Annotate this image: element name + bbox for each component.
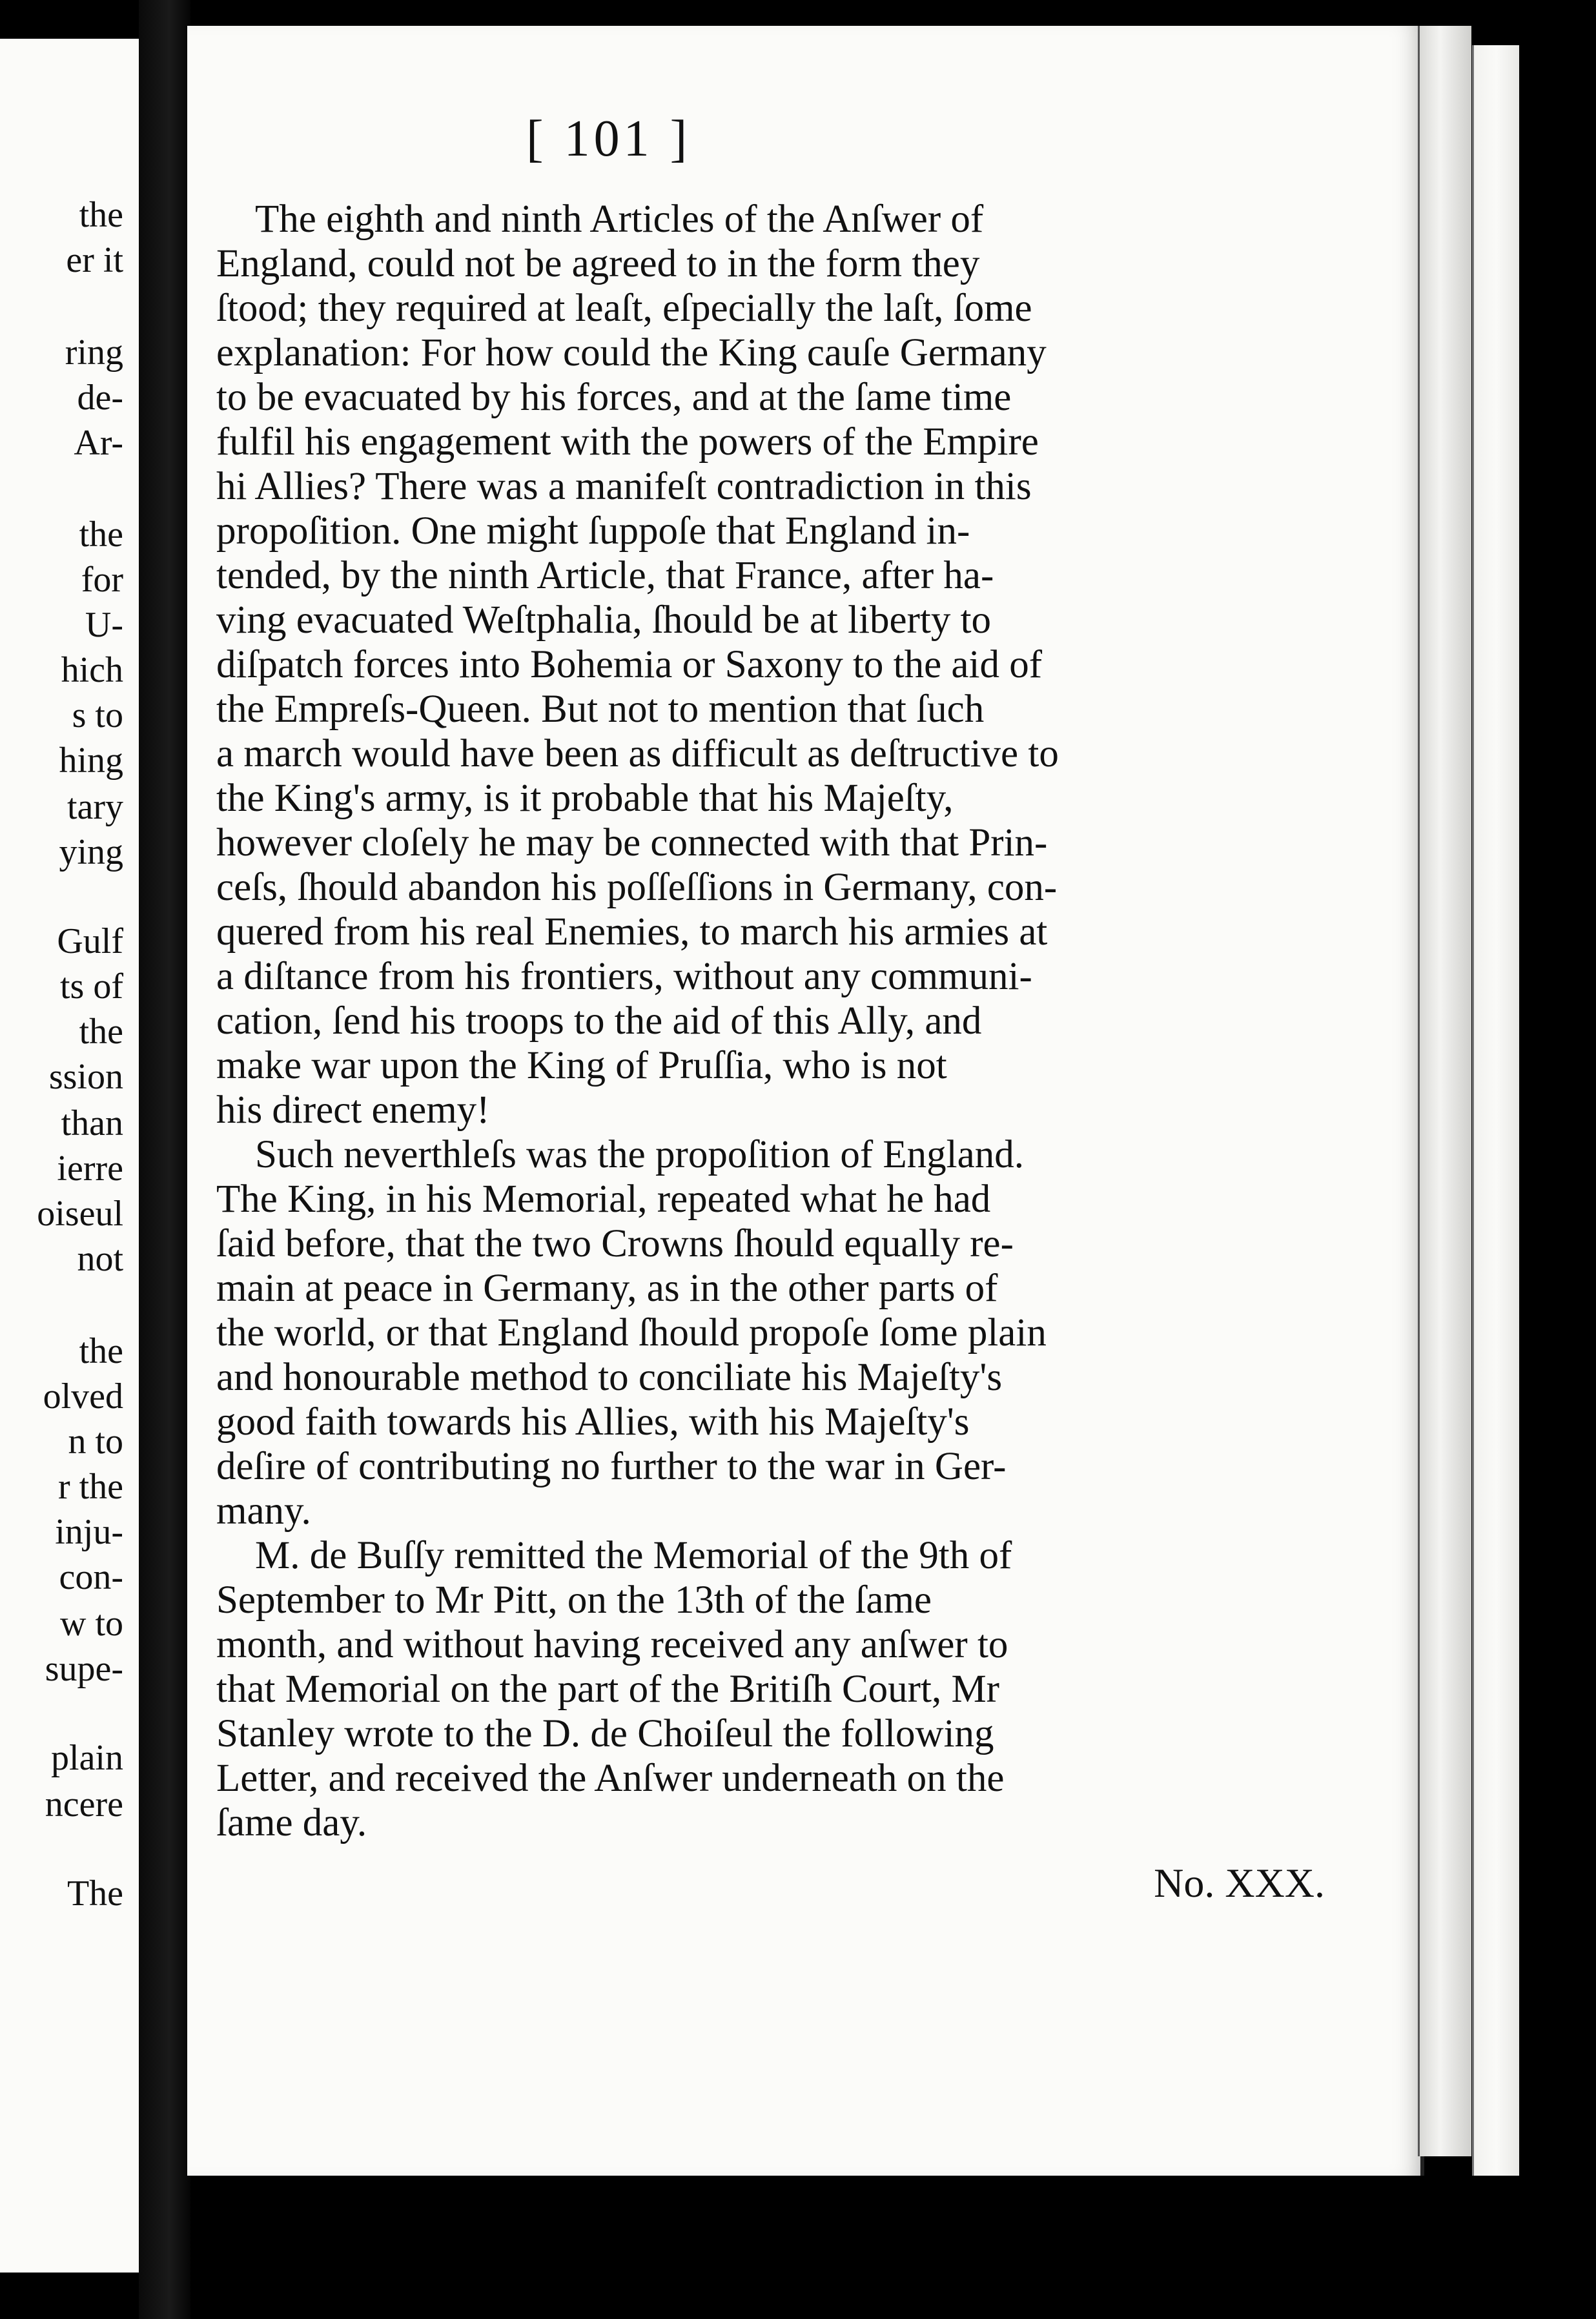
text-line: September to Mr Pitt, on the 13th of the ſame [216,1578,932,1622]
text-line: main at peace in Germany, as in the other parts of [216,1267,998,1310]
left-page-fragment: hing [59,741,123,781]
text-line: the world, or that England ſhould propoſe ſome plain [216,1311,1047,1354]
left-page-fragment: not [77,1239,123,1279]
text-line: The King, in his Memorial, repeated what he had [216,1178,991,1221]
left-page-fragment: than [61,1103,123,1143]
text-line: M. de Buſſy remitted the Memorial of the 9th of [255,1534,1012,1577]
left-page-fragment: plain [51,1738,123,1778]
text-line: a march would have been as difficult as deſtructive to [216,732,1059,775]
left-page-fragment: the [79,195,123,235]
body-text [216,197,1346,1845]
left-page-fragment: the [79,515,123,555]
text-line: month, and without having received any anſwer to [216,1623,1008,1666]
left-page-fragment: U- [85,605,123,645]
text-line: Letter, and received the Anſwer underneath on the [216,1757,1005,1800]
text-line: that Memorial on the part of the Britiſh Court, Mr [216,1668,1000,1711]
text-line: his direct enemy! [216,1088,490,1132]
text-line: explanation: For how could the King cauſe Germany [216,331,1047,374]
text-line: ving evacuated Weſtphalia, ſhould be at liberty to [216,598,992,642]
left-page-fragment: ierre [57,1149,123,1189]
left-page [0,39,139,2273]
text-line: to be evacuated by his forces, and at the ſame time [216,376,1012,419]
paragraph [216,197,1346,1132]
left-page-fragment: tary [66,787,123,827]
text-line: hi Allies? There was a manifeſt contradiction in this [216,465,1032,508]
left-page-fragment: ncere [45,1784,123,1824]
text-line: the Empreſs-Queen. But not to mention that ſuch [216,688,985,731]
text-line: tended, by the ninth Article, that France, after ha- [216,554,994,597]
left-page-fragment: ring [65,332,123,373]
text-line: deſire of contributing no further to the war in Ger- [216,1445,1007,1488]
left-page-fragment: Ar- [74,423,123,463]
left-page-fragment: inju- [55,1512,123,1552]
text-line: and honourable method to conciliate his Majeſty's [216,1356,1003,1399]
text-line: however cloſely he may be connected with that Prin- [216,821,1048,864]
page-edge-outer [1472,45,1519,2176]
text-line: ſame day. [216,1801,367,1844]
left-page-fragment: olved [43,1376,123,1416]
text-line: England, could not be agreed to in the form they [216,242,980,285]
catchword: No. XXX. [1154,1860,1325,1906]
paragraph [216,1132,1346,1533]
left-page-fragment: supe- [45,1649,123,1689]
left-page-fragment: ssion [48,1057,123,1097]
left-page-fragment: The [66,1874,123,1914]
left-page-fragment: Gulf [57,921,123,961]
page-number: [ 101 ] [526,110,691,167]
left-page-fragment: w to [60,1604,123,1644]
left-page-fragment: oiseul [37,1194,123,1234]
text-line: fulfil his engagement with the powers of the Empire [216,420,1039,464]
text-line: good faith towards his Allies, with his Majeſty's [216,1400,970,1444]
text-line: ſtood; they required at leaſt, eſpecially the laſt, ſome [216,287,1032,330]
text-line: ſaid before, that the two Crowns ſhould equally re- [216,1222,1014,1265]
text-line: many. [216,1489,311,1533]
text-line: propoſition. One might ſuppoſe that England in- [216,509,970,553]
left-page-fragment: hich [61,650,123,690]
left-page-fragment: n to [68,1422,123,1462]
left-page-fragment: s to [72,695,123,735]
text-line: Stanley wrote to the D. de Choiſeul the following [216,1712,994,1755]
text-line: quered from his real Enemies, to march his armies at [216,910,1048,954]
page-edge [1418,26,1471,2156]
left-page-fragment: ts of [60,966,123,1006]
left-page-fragment: ying [59,832,123,872]
text-line: cation, ſend his troops to the aid of this Ally, and [216,999,982,1043]
text-line: diſpatch forces into Bohemia or Saxony to the aid of [216,643,1043,686]
text-line: the King's army, is it probable that his Majeſty, [216,777,954,820]
left-page-fragment: r the [57,1467,123,1507]
left-page-fragment: the [79,1331,123,1371]
left-page-fragment: de- [77,378,123,418]
paragraph [216,1533,1346,1845]
left-page-fragment: er it [66,240,123,280]
left-page-fragment: for [81,560,123,600]
text-line: The eighth and ninth Articles of the Anſwer of [255,198,984,241]
text-line: a diſtance from his frontiers, without any communi- [216,955,1032,998]
left-page-fragment: the [79,1012,123,1052]
book-gutter [139,0,190,2319]
text-line: ceſs, ſhould abandon his poſſeſſions in Germany, con- [216,866,1058,909]
text-line: Such neverthleſs was the propoſition of England. [255,1133,1024,1176]
text-line: make war upon the King of Pruſſia, who is not [216,1044,947,1087]
left-page-fragment: con- [59,1557,123,1597]
